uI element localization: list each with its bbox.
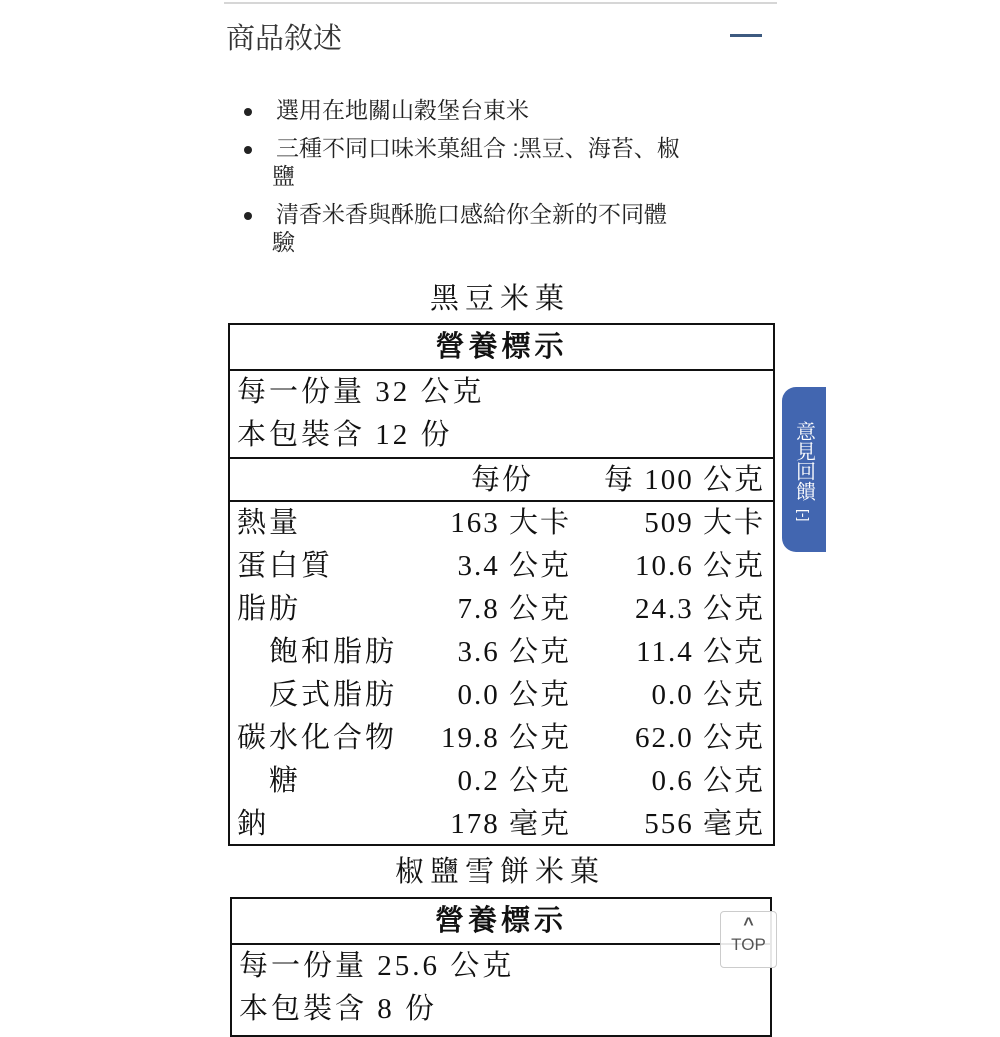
per-100g-value: 10.6 公克 bbox=[634, 550, 765, 582]
table-row bbox=[230, 674, 773, 717]
per-100g-value: 62.0 公克 bbox=[634, 722, 765, 754]
per-100g-value: 11.4 公克 bbox=[636, 636, 765, 668]
list-item bbox=[240, 96, 720, 124]
per-100g-value: 0.0 公克 bbox=[651, 679, 765, 711]
serving-row bbox=[232, 945, 770, 1035]
per-serving-value: 163 大卡 bbox=[450, 507, 571, 539]
product-title: 黑豆米菓 bbox=[429, 283, 570, 315]
bullet-text-wrap: 驗 bbox=[272, 229, 295, 255]
nutrient-label: 反式脂肪 bbox=[237, 679, 398, 711]
table-heading-row bbox=[230, 325, 773, 371]
top-divider bbox=[224, 2, 777, 4]
per-100g-value: 556 毫克 bbox=[644, 808, 765, 840]
nutrient-label: 脂肪 bbox=[237, 593, 302, 625]
per-serving-value: 3.6 公克 bbox=[457, 636, 571, 668]
product-title-2: 椒鹽雪餅米菓 bbox=[394, 856, 605, 888]
table-row bbox=[230, 803, 773, 846]
feedback-label: 意見回饋 bbox=[792, 421, 815, 502]
per-serving-value: 0.2 公克 bbox=[457, 765, 571, 797]
minus-icon[interactable] bbox=[730, 34, 762, 37]
bullet-text: 三種不同口味米菓組合 :黑豆、海苔、椒 bbox=[276, 135, 680, 161]
feature-list bbox=[240, 96, 720, 266]
list-item bbox=[240, 134, 720, 190]
per-100g-value: 24.3 公克 bbox=[634, 593, 765, 625]
chevron-up-icon: ^ bbox=[743, 914, 754, 934]
nutrient-label: 鈉 bbox=[237, 808, 270, 840]
per-serving-value: 3.4 公克 bbox=[457, 550, 571, 582]
table-heading-row bbox=[232, 899, 770, 945]
nutrient-label: 蛋白質 bbox=[237, 550, 334, 582]
bullet-text: 選用在地關山穀堡台東米 bbox=[276, 97, 529, 123]
column-header-row bbox=[230, 459, 773, 502]
table-row bbox=[230, 545, 773, 588]
table-row bbox=[230, 588, 773, 631]
list-item bbox=[240, 200, 720, 256]
bullet-text: 清香米香與酥脆口感給你全新的不同體 bbox=[276, 201, 667, 227]
col-header-per-100g: 每 100 公克 bbox=[603, 464, 765, 496]
nutrient-label: 糖 bbox=[237, 765, 302, 797]
nutrition-table-2 bbox=[230, 897, 772, 1037]
table-heading: 營養標示 bbox=[434, 905, 567, 937]
per-serving-value: 0.0 公克 bbox=[457, 679, 571, 711]
table-row bbox=[230, 502, 773, 545]
nutrient-label: 飽和脂肪 bbox=[237, 636, 398, 668]
section-title: 商品敘述 bbox=[226, 23, 343, 55]
feedback-button[interactable] bbox=[782, 387, 826, 552]
top-label: TOP bbox=[731, 935, 766, 954]
serving-size: 每一份量 32 公克 bbox=[237, 376, 485, 408]
servings-per-pack: 本包裝含 8 份 bbox=[239, 993, 438, 1025]
table-row bbox=[230, 631, 773, 674]
bracket-icon: [-] bbox=[796, 509, 812, 522]
table-row bbox=[230, 760, 773, 803]
table-heading: 營養標示 bbox=[435, 331, 568, 363]
nutrition-table bbox=[228, 323, 775, 846]
per-100g-value: 0.6 公克 bbox=[651, 765, 765, 797]
nutrient-label: 熱量 bbox=[237, 507, 302, 539]
per-serving-value: 19.8 公克 bbox=[440, 722, 571, 754]
nutrient-label: 碳水化合物 bbox=[237, 722, 398, 754]
table-row bbox=[230, 717, 773, 760]
col-header-per-serving: 每份 bbox=[470, 464, 533, 496]
servings-per-pack: 本包裝含 12 份 bbox=[237, 419, 453, 451]
per-serving-value: 178 毫克 bbox=[450, 808, 571, 840]
nutrient-rows bbox=[230, 502, 773, 846]
bullet-text-wrap: 鹽 bbox=[272, 163, 295, 189]
per-100g-value: 509 大卡 bbox=[644, 507, 765, 539]
back-to-top-button[interactable] bbox=[720, 911, 777, 968]
serving-size: 每一份量 25.6 公克 bbox=[239, 950, 515, 982]
per-serving-value: 7.8 公克 bbox=[457, 593, 571, 625]
serving-row bbox=[230, 371, 773, 459]
